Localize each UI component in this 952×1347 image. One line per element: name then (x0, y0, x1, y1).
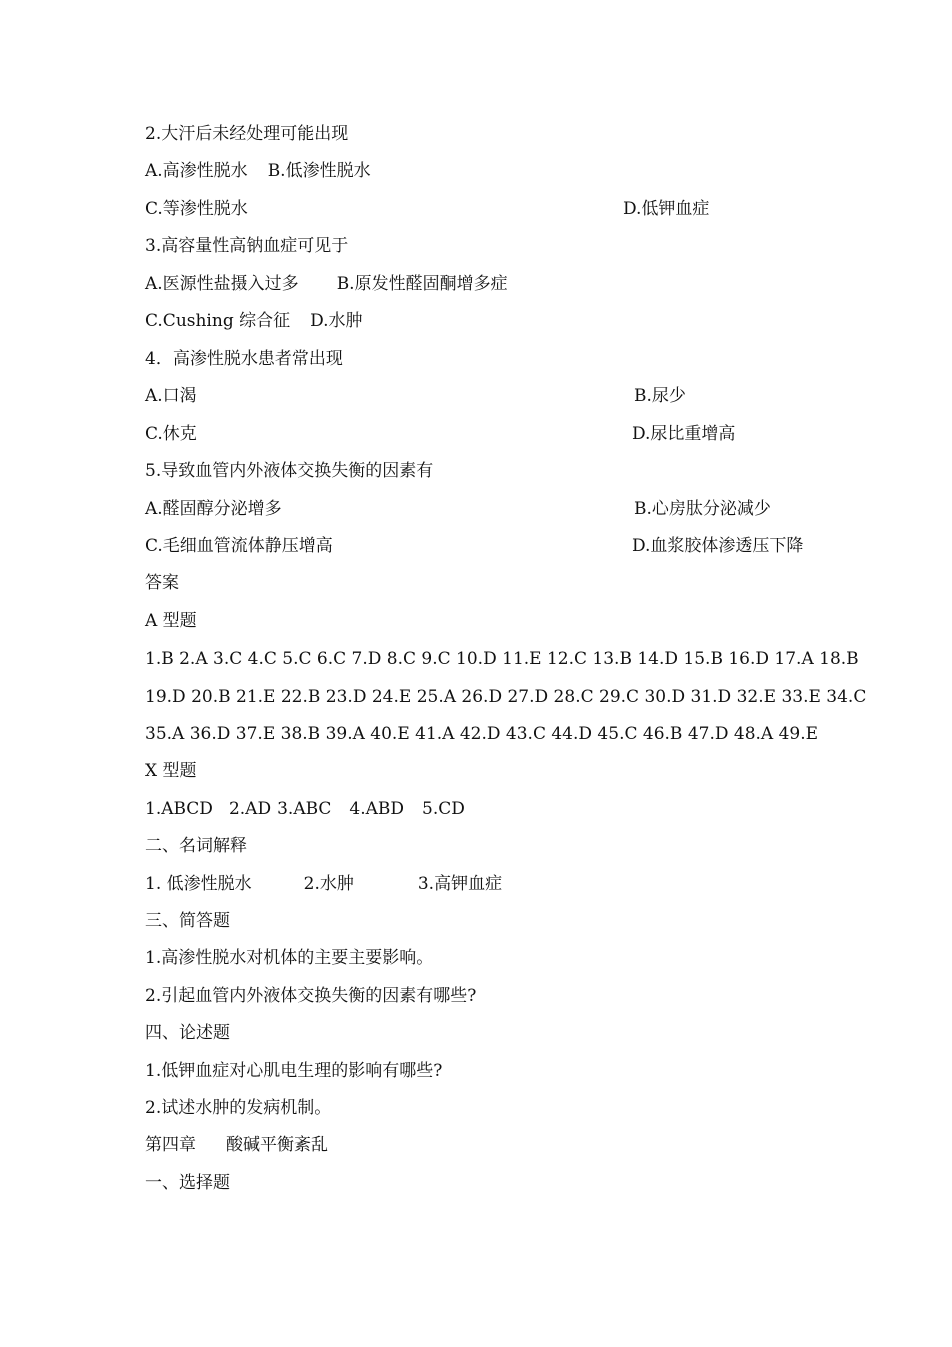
terms-list (145, 872, 852, 896)
x-answer-2: 2.AD (228, 799, 272, 819)
option-a: A.高渗性脱水 (145, 161, 248, 181)
option-d: D.血浆胶体渗透压下降 (632, 536, 804, 556)
question-3-options-cd (145, 309, 852, 333)
question-5-stem: 5.导致血管内外液体交换失衡的因素有 (145, 461, 434, 481)
x-type-answers (145, 797, 852, 821)
option-a: A.口渴 (145, 386, 197, 406)
question-5-options-ab (145, 497, 852, 521)
a-type-answers-line-3: 35.A 36.D 37.E 38.B 39.A 40.E 41.A 42.D 43.C 44.D 45.C 46.B 47.D 48.A 49.E (145, 724, 819, 744)
option-a: A.医源性盐摄入过多 (145, 274, 299, 294)
x-type-heading: X 型题 (145, 761, 197, 781)
x-answer-5: 5.CD (422, 799, 465, 819)
terms-heading: 二、名词解释 (145, 836, 247, 856)
question-4-stem: 4．高渗性脱水患者常出现 (145, 349, 343, 369)
section-heading-choice: 一、选择题 (145, 1173, 230, 1193)
x-answer-4: 4.ABD (349, 799, 405, 819)
term-3: 3.高钾血症 (417, 874, 503, 894)
question-4-options-cd (145, 422, 852, 446)
a-type-answers-line-1: 1.B 2.A 3.C 4.C 5.C 6.C 7.D 8.C 9.C 10.D 11.E 12.C 13.B 14.D 15.B 16.D 17.A 18.B (145, 649, 859, 669)
question-2-options-ab (145, 159, 852, 183)
question-3-stem: 3.高容量性高钠血症可见于 (145, 236, 349, 256)
option-c: C.休克 (145, 424, 197, 444)
option-a: A.醛固醇分泌增多 (145, 499, 282, 519)
chapter-title: 酸碱平衡紊乱 (226, 1135, 328, 1155)
essay-question-2: 2.试述水肿的发病机制。 (145, 1098, 332, 1118)
option-b: B.心房肽分泌减少 (634, 499, 771, 519)
option-d: D.尿比重增高 (632, 424, 736, 444)
question-3-options-ab (145, 272, 852, 296)
option-d: D.水肿 (310, 311, 363, 331)
option-b: B.原发性醛固酮增多症 (336, 274, 508, 294)
term-1: 1. 低渗性脱水 (145, 874, 252, 894)
essay-question-1: 1.低钾血症对心肌电生理的影响有哪些? (145, 1061, 443, 1081)
option-b: B.尿少 (634, 386, 686, 406)
option-b: B.低渗性脱水 (267, 161, 371, 181)
answers-heading: 答案 (145, 573, 179, 593)
question-5-options-cd (145, 534, 852, 558)
short-answer-heading: 三、简答题 (145, 911, 230, 931)
x-answer-1: 1.ABCD (145, 799, 213, 819)
x-answer-3: 3.ABC (277, 799, 332, 819)
chapter-number: 第四章 (145, 1135, 196, 1155)
question-4-options-ab (145, 384, 852, 408)
essay-heading: 四、论述题 (145, 1023, 230, 1043)
option-c: C.等渗性脱水 (145, 199, 248, 219)
chapter-heading (145, 1133, 852, 1157)
a-type-heading: A 型题 (145, 611, 197, 631)
short-answer-question-1: 1.高渗性脱水对机体的主要主要影响。 (145, 948, 434, 968)
question-2-stem: 2.大汗后未经处理可能出现 (145, 124, 349, 144)
option-d: D.低钾血症 (623, 199, 710, 219)
option-c: C.毛细血管流体静压增高 (145, 536, 333, 556)
option-c: C.Cushing 综合征 (145, 311, 291, 331)
short-answer-question-2: 2.引起血管内外液体交换失衡的因素有哪些? (145, 986, 477, 1006)
question-2-options-cd (145, 197, 852, 221)
a-type-answers-line-2: 19.D 20.B 21.E 22.B 23.D 24.E 25.A 26.D 27.D 28.C 29.C 30.D 31.D 32.E 33.E 34.C (145, 687, 867, 707)
term-2: 2.水肿 (303, 874, 354, 894)
